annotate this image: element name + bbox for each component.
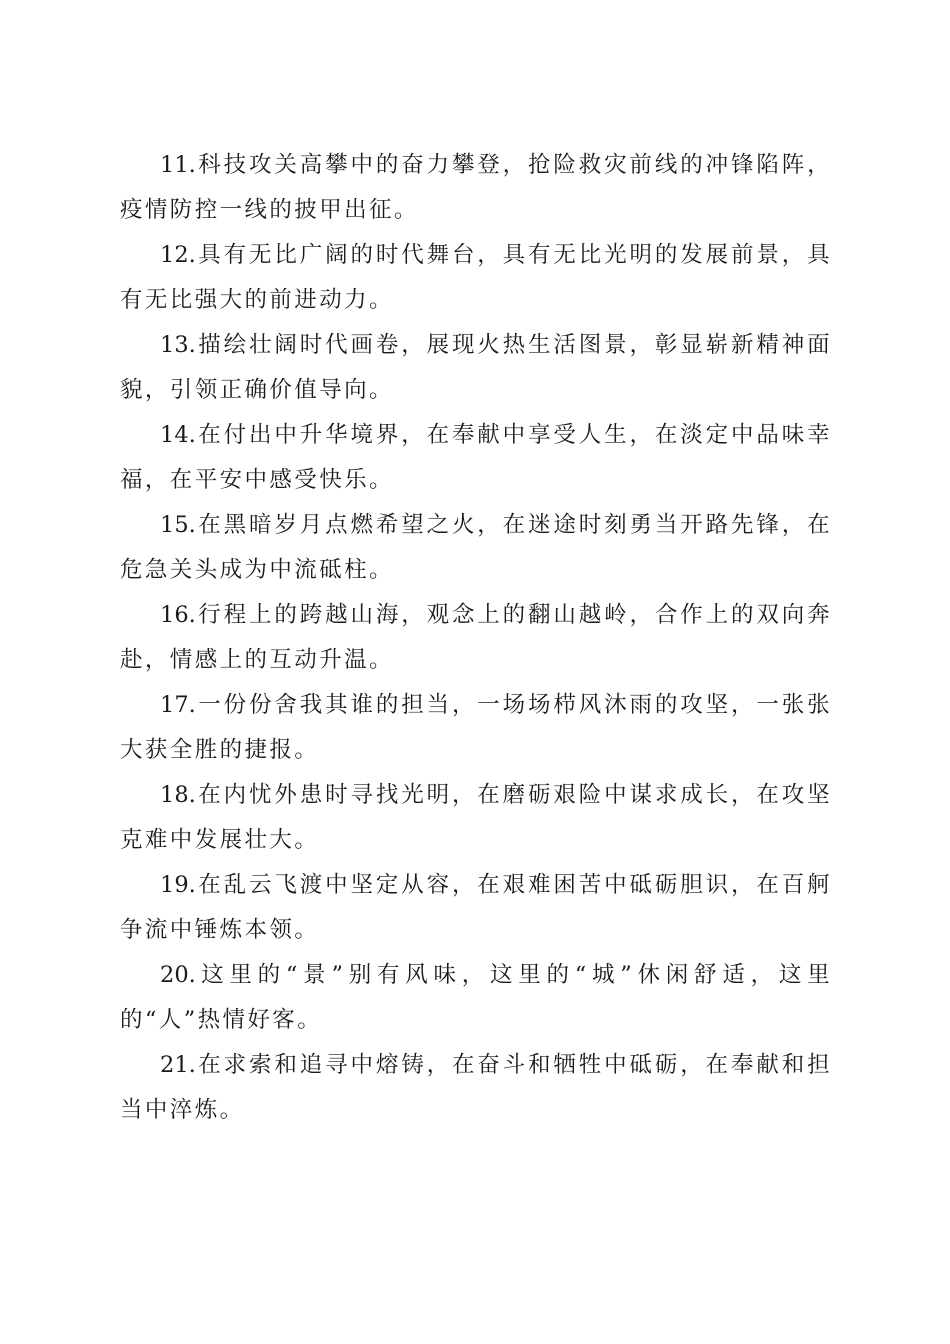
item-number: 15. (160, 512, 196, 538)
item-number: 21. (160, 1052, 196, 1078)
document-body (120, 143, 832, 1133)
item-number: 20. (160, 962, 196, 988)
item-text: 在黑暗岁月点燃希望之火，在迷途时刻勇当开路先锋，在危急关头成为中流砥柱。 (120, 512, 832, 583)
item-text: 行程上的跨越山海，观念上的翻山越岭，合作上的双向奔赴，情感上的互动升温。 (120, 602, 832, 673)
item-text: 在乱云飞渡中坚定从容，在艰难困苦中砥砺胆识，在百舸争流中锤炼本领。 (120, 872, 832, 943)
list-item (120, 503, 832, 593)
item-text: 科技攻关高攀中的奋力攀登，抢险救灾前线的冲锋陷阵，疫情防控一线的披甲出征。 (120, 152, 832, 223)
item-text: 在付出中升华境界，在奉献中享受人生，在淡定中品味幸福，在平安中感受快乐。 (120, 422, 832, 493)
list-item (120, 683, 832, 773)
item-text: 具有无比广阔的时代舞台，具有无比光明的发展前景，具有无比强大的前进动力。 (120, 242, 832, 313)
item-text: 一份份舍我其谁的担当，一场场栉风沐雨的攻坚，一张张大获全胜的捷报。 (120, 692, 832, 763)
list-item (120, 593, 832, 683)
item-number: 18. (160, 782, 196, 808)
list-item (120, 1043, 832, 1133)
item-text: 在求索和追寻中熔铸，在奋斗和牺牲中砥砺，在奉献和担当中淬炼。 (120, 1052, 832, 1123)
list-item (120, 233, 832, 323)
item-number: 11. (160, 152, 196, 178)
list-item (120, 413, 832, 503)
item-number: 17. (160, 692, 196, 718)
item-text: 描绘壮阔时代画卷，展现火热生活图景，彰显崭新精神面貌，引领正确价值导向。 (120, 332, 832, 403)
item-number: 13. (160, 332, 196, 358)
list-item (120, 143, 832, 233)
item-text: 这里的“景”别有风味，这里的“城”休闲舒适，这里的“人”热情好客。 (120, 962, 832, 1033)
item-number: 19. (160, 872, 196, 898)
item-number: 16. (160, 602, 196, 628)
list-item (120, 323, 832, 413)
item-number: 12. (160, 242, 196, 268)
item-number: 14. (160, 422, 196, 448)
list-item (120, 773, 832, 863)
item-text: 在内忧外患时寻找光明，在磨砺艰险中谋求成长，在攻坚克难中发展壮大。 (120, 782, 832, 853)
list-item (120, 953, 832, 1043)
list-item (120, 863, 832, 953)
